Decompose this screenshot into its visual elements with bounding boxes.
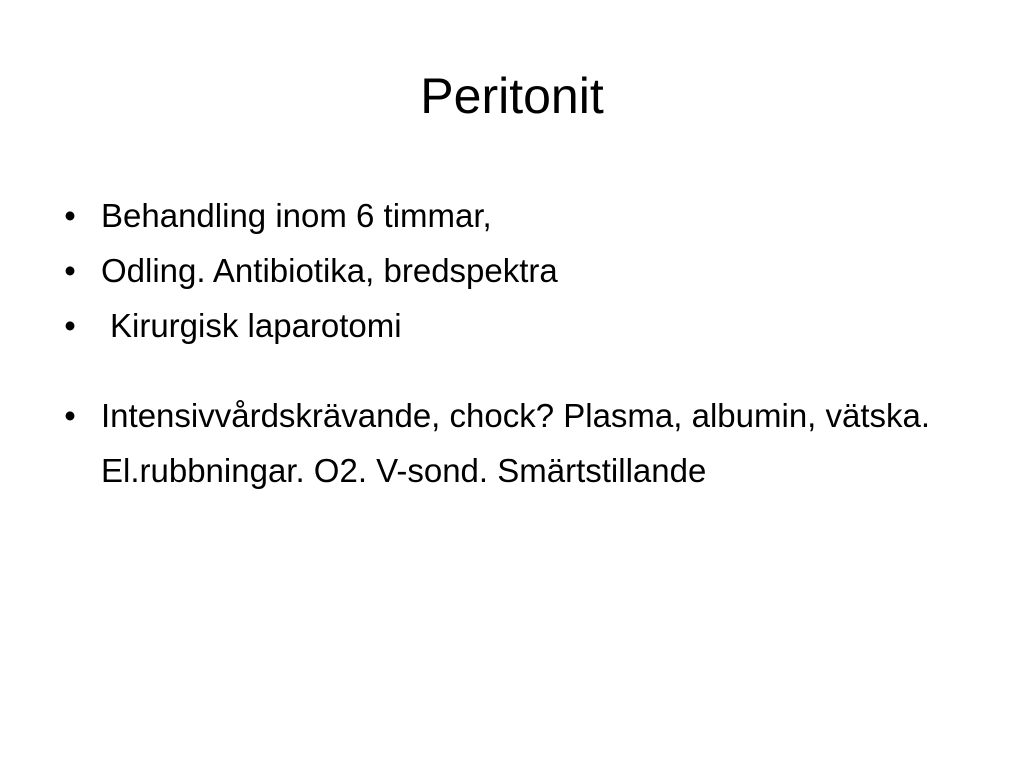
bullet-text: Intensivvårdskrävande, chock? Plasma, albumin, vätska. El.rubbningar. O2. V-sond. Smärtstillande: [101, 397, 931, 489]
bullet-icon: •: [64, 397, 76, 434]
bullet-text: Odling. Antibiotika, bredspektra: [101, 252, 558, 289]
list-item: [60, 188, 940, 243]
bullet-icon: •: [64, 307, 76, 344]
bullet-text: Behandling inom 6 timmar,: [101, 197, 492, 234]
list-item: [60, 388, 940, 498]
list-item: [60, 298, 940, 353]
bullet-text: Kirurgisk laparotomi: [110, 307, 402, 344]
list-item: [60, 243, 940, 298]
slide-title: Peritonit: [420, 68, 604, 124]
bullet-icon: •: [64, 197, 76, 234]
bullet-list: [60, 188, 940, 498]
bullet-icon: •: [64, 252, 76, 289]
